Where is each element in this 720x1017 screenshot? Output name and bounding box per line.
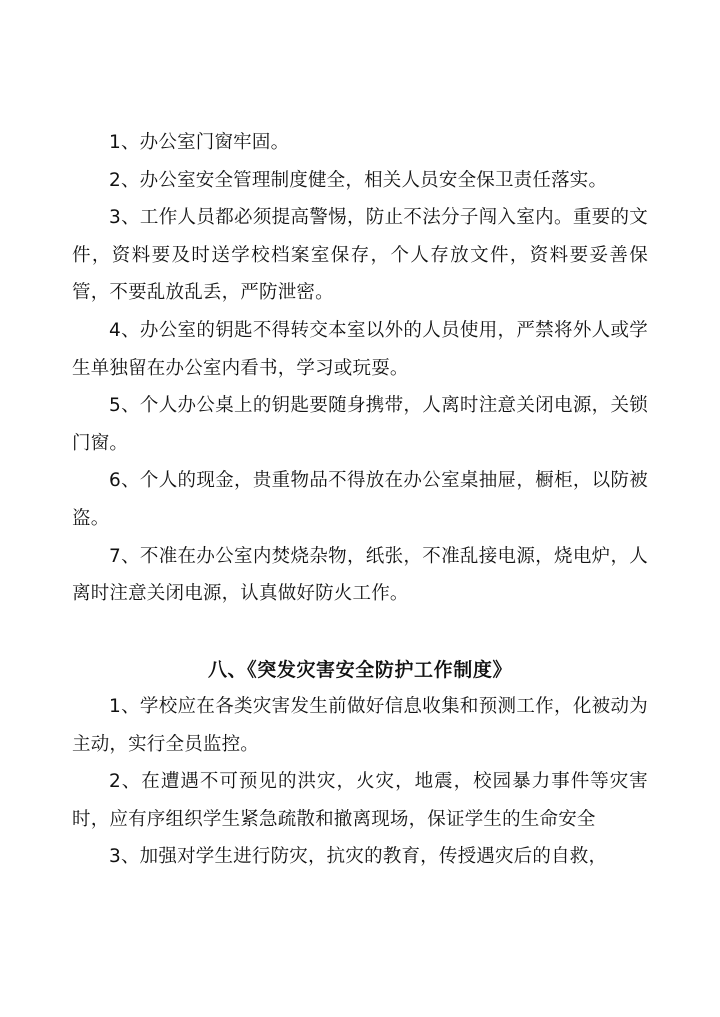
office-safety-rules [72,124,648,613]
disaster-rule-paragraph-1: 1、学校应在各类灾害发生前做好信息收集和预测工作，化被动为主动，实行全员监控。 [72,696,648,755]
rule-paragraph-5: 5、个人办公桌上的钥匙要随身携带，人离时注意关闭电源，关锁门窗。 [72,395,648,454]
disaster-protection-rules [72,652,648,876]
rule-paragraph-1: 1、办公室门窗牢固。 [109,132,290,153]
disaster-rule-paragraph-2: 2、在遭遇不可预见的洪灾，火灾，地震，校园暴力事件等灾害时，应有序组织学生紧急疏散和撤离现场，保证学生的生命安全 [72,771,648,830]
section-heading: 八、《突发灾害安全防护工作制度》 [207,659,513,681]
rule-paragraph-6: 6、个人的现金，贵重物品不得放在办公室桌抽屉，橱柜，以防被盗。 [72,470,648,529]
rule-paragraph-7: 7、不准在办公室内焚烧杂物，纸张，不准乱接电源，烧电炉，人离时注意关闭电源，认真做好防火工作。 [72,545,648,605]
rule-paragraph-4: 4、办公室的钥匙不得转交本室以外的人员使用，严禁将外人或学生单独留在办公室内看书，学习或玩耍。 [72,319,648,379]
rule-paragraph-2: 2、办公室安全管理制度健全，相关人员安全保卫责任落实。 [109,169,608,191]
rule-paragraph-3: 3、工作人员都必须提高警惕，防止不法分子闯入室内。重要的文件，资料要及时送学校档案室保存，个人存放文件，资料要妥善保管，不要乱放乱丢，严防泄密。 [72,207,648,304]
disaster-rule-paragraph-3: 3、加强对学生进行防灾，抗灾的教育，传授遇灾后的自救， [109,846,608,868]
